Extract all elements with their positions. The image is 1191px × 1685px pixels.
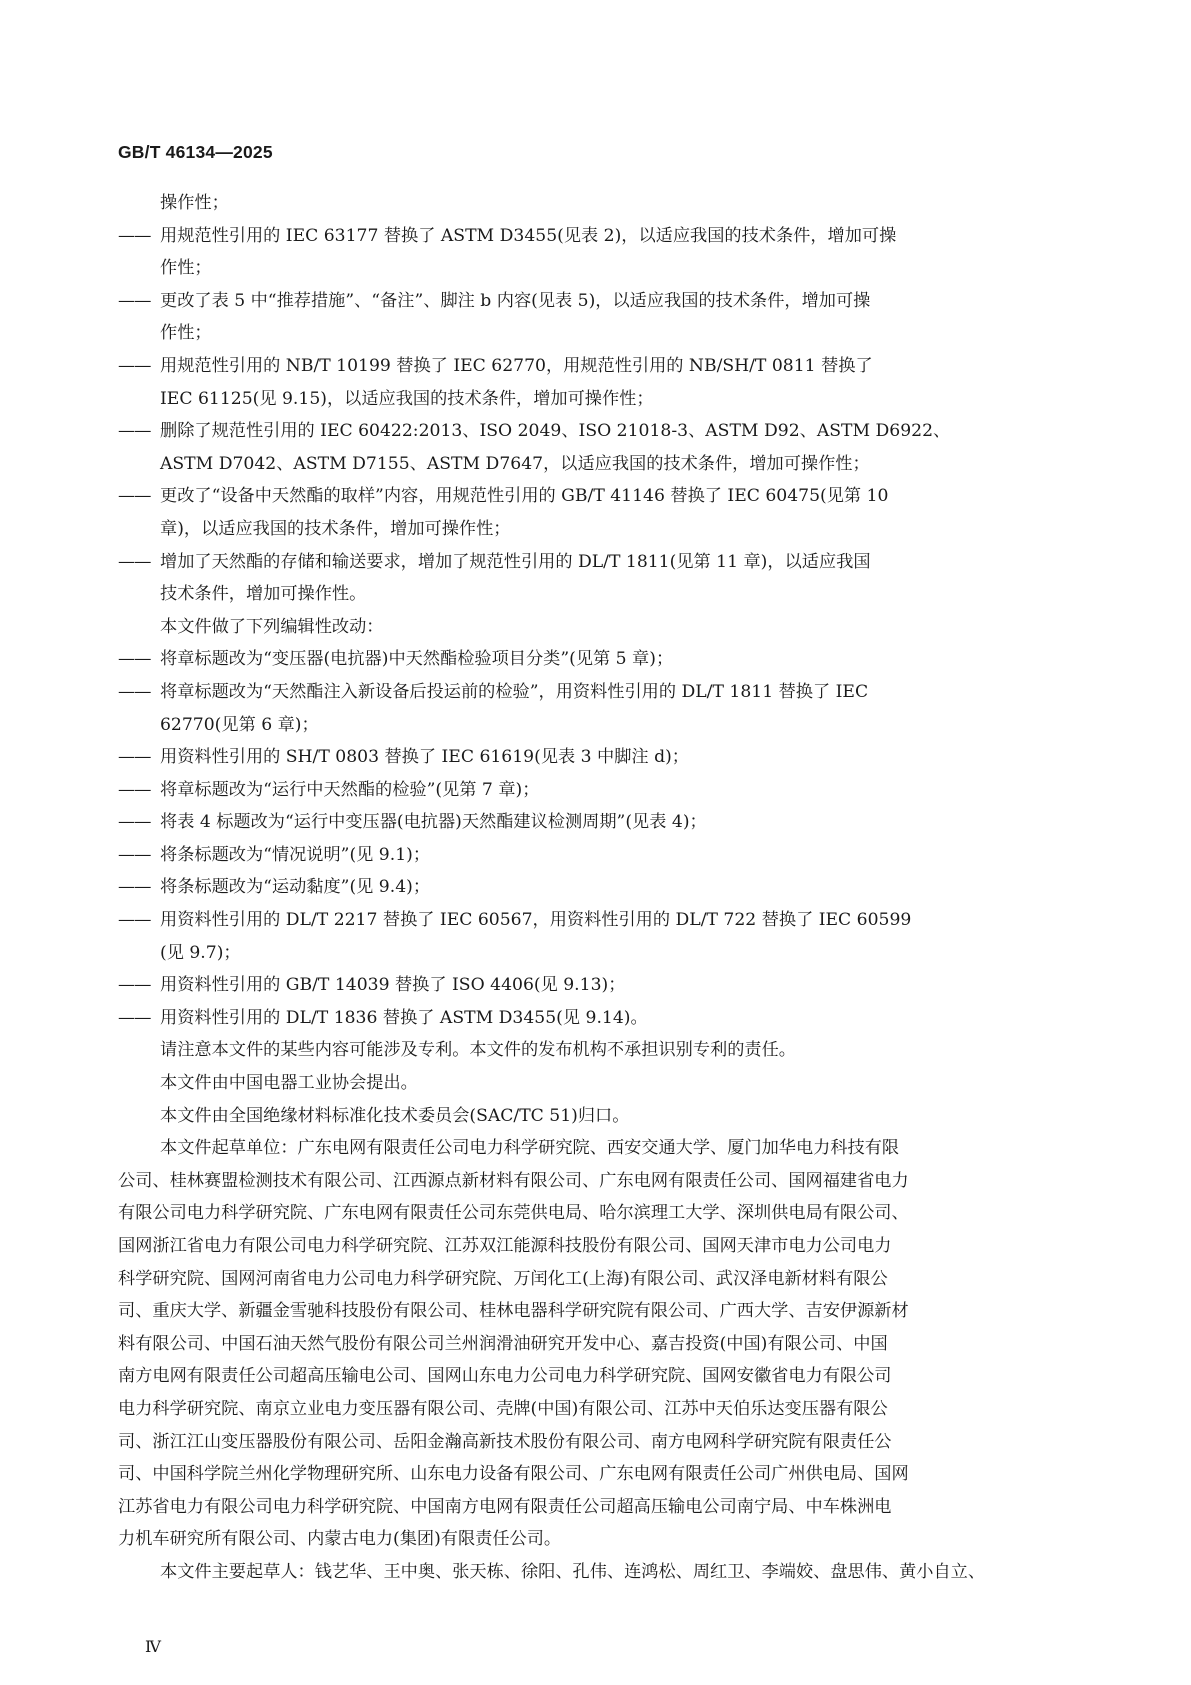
dash-bullet: —— (118, 910, 151, 931)
list-item (118, 774, 1070, 807)
technical-committee-statement: 本文件由全国绝缘材料标准化技术委员会(SAC/TC 51)归口。 (160, 1105, 630, 1126)
list-item (118, 1002, 1070, 1035)
list-item-line: (见 9.7)； (160, 942, 241, 963)
technical-changes-list (118, 220, 1070, 611)
list-item (118, 676, 1070, 741)
list-item (118, 480, 1070, 545)
paragraph-line: 本文件起草单位：广东电网有限责任公司电力科学研究院、西安交通大学、厦门加华电力科技有限 (160, 1138, 900, 1159)
list-item-line: 更改了表 5 中“推荐措施”、“备注”、脚注 b 内容(见表 5)，以适应我国的技术条件，增加可操 (160, 290, 871, 311)
proposer-statement: 本文件由中国电器工业协会提出。 (160, 1073, 418, 1094)
list-item-line: 更改了“设备中天然酯的取样”内容，用规范性引用的 GB/T 41146 替换了 IEC 60475(见第 10 (160, 486, 889, 507)
editorial-changes-list (118, 643, 1070, 1034)
paragraph-line: 司、重庆大学、新疆金雪驰科技股份有限公司、桂林电器科学研究院有限公司、广西大学、吉安伊源新材 (118, 1301, 909, 1322)
list-item (118, 546, 1070, 611)
list-item-line: 将条标题改为“运动黏度”(见 9.4)； (160, 877, 431, 898)
list-item-line: 作性； (160, 258, 212, 279)
paragraph-line: 司、中国科学院兰州化学物理研究所、山东电力设备有限公司、广东电网有限责任公司广州供电局、国网 (118, 1464, 909, 1485)
list-item-line: 用资料性引用的 GB/T 14039 替换了 ISO 4406(见 9.13)； (160, 975, 626, 996)
patent-notice: 请注意本文件的某些内容可能涉及专利。本文件的发布机构不承担识别专利的责任。 (160, 1040, 796, 1061)
dash-bullet: —— (118, 290, 151, 311)
list-item-line: 用资料性引用的 DL/T 1836 替换了 ASTM D3455(见 9.14)。 (160, 1007, 648, 1028)
dash-bullet: —— (118, 1007, 151, 1028)
list-item-line: ASTM D7042、ASTM D7155、ASTM D7647，以适应我国的技术条件，增加可操作性； (160, 453, 870, 474)
list-item-line: 增加了天然酯的存储和输送要求，增加了规范性引用的 DL/T 1811(见第 11 章)，以适应我国 (160, 551, 871, 572)
list-item (118, 806, 1070, 839)
list-item-line: 章)，以适应我国的技术条件，增加可操作性； (160, 518, 511, 539)
editorial-changes-intro: 本文件做了下列编辑性改动： (160, 616, 384, 637)
page-number: Ⅳ (145, 1637, 161, 1656)
list-item-line: 用资料性引用的 DL/T 2217 替换了 IEC 60567，用资料性引用的 DL/T 722 替换了 IEC 60599 (160, 910, 912, 931)
dash-bullet: —— (118, 486, 151, 507)
dash-bullet: —— (118, 225, 151, 246)
list-item-line: 用规范性引用的 NB/T 10199 替换了 IEC 62770，用规范性引用的 NB/SH/T 0811 替换了 (160, 355, 873, 376)
list-item-line: 将章标题改为“变压器(电抗器)中天然酯检验项目分类”(见第 5 章)； (160, 649, 674, 670)
list-item (118, 904, 1070, 969)
dash-bullet: —— (118, 681, 151, 702)
list-item (118, 220, 1070, 285)
list-item-line: 将章标题改为“天然酯注入新设备后投运前的检验”，用资料性引用的 DL/T 1811 替换了 IEC (160, 681, 869, 702)
list-item (118, 839, 1070, 872)
dash-bullet: —— (118, 844, 151, 865)
list-item (118, 871, 1070, 904)
document-body (118, 187, 1070, 1589)
dash-bullet: —— (118, 812, 151, 833)
list-item-line: 用资料性引用的 SH/T 0803 替换了 IEC 61619(见表 3 中脚注 d)； (160, 747, 689, 768)
drafting-units-paragraph (118, 1132, 1070, 1556)
list-item-line: 删除了规范性引用的 IEC 60422:2013、ISO 2049、ISO 21018-3、ASTM D92、ASTM D6922、 (160, 421, 951, 442)
paragraph-line: 科学研究院、国网河南省电力公司电力科学研究院、万闰化工(上海)有限公司、武汉泽电新材料有限公 (118, 1268, 888, 1289)
paragraph-line: 南方电网有限责任公司超高压输电公司、国网山东电力公司电力科学研究院、国网安徽省电力有限公司 (118, 1366, 892, 1387)
list-item-line: 作性； (160, 323, 212, 344)
list-item-line: 技术条件，增加可操作性。 (160, 584, 367, 605)
paragraph-line: 料有限公司、中国石油天然气股份有限公司兰州润滑油研究开发中心、嘉吉投资(中国)有限公司、中国 (118, 1333, 888, 1354)
paragraph-line: 公司、桂林赛盟检测技术有限公司、江西源点新材料有限公司、广东电网有限责任公司、国网福建省电力 (118, 1170, 909, 1191)
main-drafters-line: 本文件主要起草人：钱艺华、王中奥、张天栋、徐阳、孔伟、连鸿松、周红卫、李端姣、盘思伟、黄小自立、 (160, 1561, 986, 1582)
dash-bullet: —— (118, 355, 151, 376)
paragraph-line: 力机车研究所有限公司、内蒙古电力(集团)有限责任公司。 (118, 1529, 562, 1550)
list-item-line: 62770(见第 6 章)； (160, 714, 319, 735)
paragraph-line: 有限公司电力科学研究院、广东电网有限责任公司东莞供电局、哈尔滨理工大学、深圳供电局有限公司、 (118, 1203, 909, 1224)
dash-bullet: —— (118, 779, 151, 800)
paragraph-line: 电力科学研究院、南京立业电力变压器有限公司、壳牌(中国)有限公司、江苏中天伯乐达变压器有限公 (118, 1398, 888, 1419)
continuation-line: 操作性； (160, 193, 229, 213)
list-item (118, 969, 1070, 1002)
dash-bullet: —— (118, 747, 151, 768)
list-item (118, 350, 1070, 415)
paragraph-line: 江苏省电力有限公司电力科学研究院、中国南方电网有限责任公司超高压输电公司南宁局、中车株洲电 (118, 1496, 892, 1517)
dash-bullet: —— (118, 975, 151, 996)
list-item-line: 用规范性引用的 IEC 63177 替换了 ASTM D3455(见表 2)，以适应我国的技术条件，增加可操 (160, 225, 897, 246)
paragraph-line: 国网浙江省电力有限公司电力科学研究院、江苏双江能源科技股份有限公司、国网天津市电力公司电力 (118, 1236, 892, 1256)
list-item (118, 643, 1070, 676)
dash-bullet: —— (118, 551, 151, 572)
dash-bullet: —— (118, 649, 151, 670)
list-item-line: 将表 4 标题改为“运行中变压器(电抗器)天然酯建议检测周期”(见表 4)； (160, 812, 707, 833)
list-item (118, 415, 1070, 480)
paragraph-line: 司、浙江江山变压器股份有限公司、岳阳金瀚高新技术股份有限公司、南方电网科学研究院有限责任公 (118, 1431, 892, 1452)
dash-bullet: —— (118, 421, 151, 442)
list-item (118, 741, 1070, 774)
list-item-line: 将条标题改为“情况说明”(见 9.1)； (160, 844, 431, 865)
standard-number-header: GB/T 46134—2025 (118, 142, 273, 162)
dash-bullet: —— (118, 877, 151, 898)
list-item-line: IEC 61125(见 9.15)，以适应我国的技术条件，增加可操作性； (160, 388, 654, 409)
list-item (118, 285, 1070, 350)
list-item-line: 将章标题改为“运行中天然酯的检验”(见第 7 章)； (160, 779, 540, 800)
